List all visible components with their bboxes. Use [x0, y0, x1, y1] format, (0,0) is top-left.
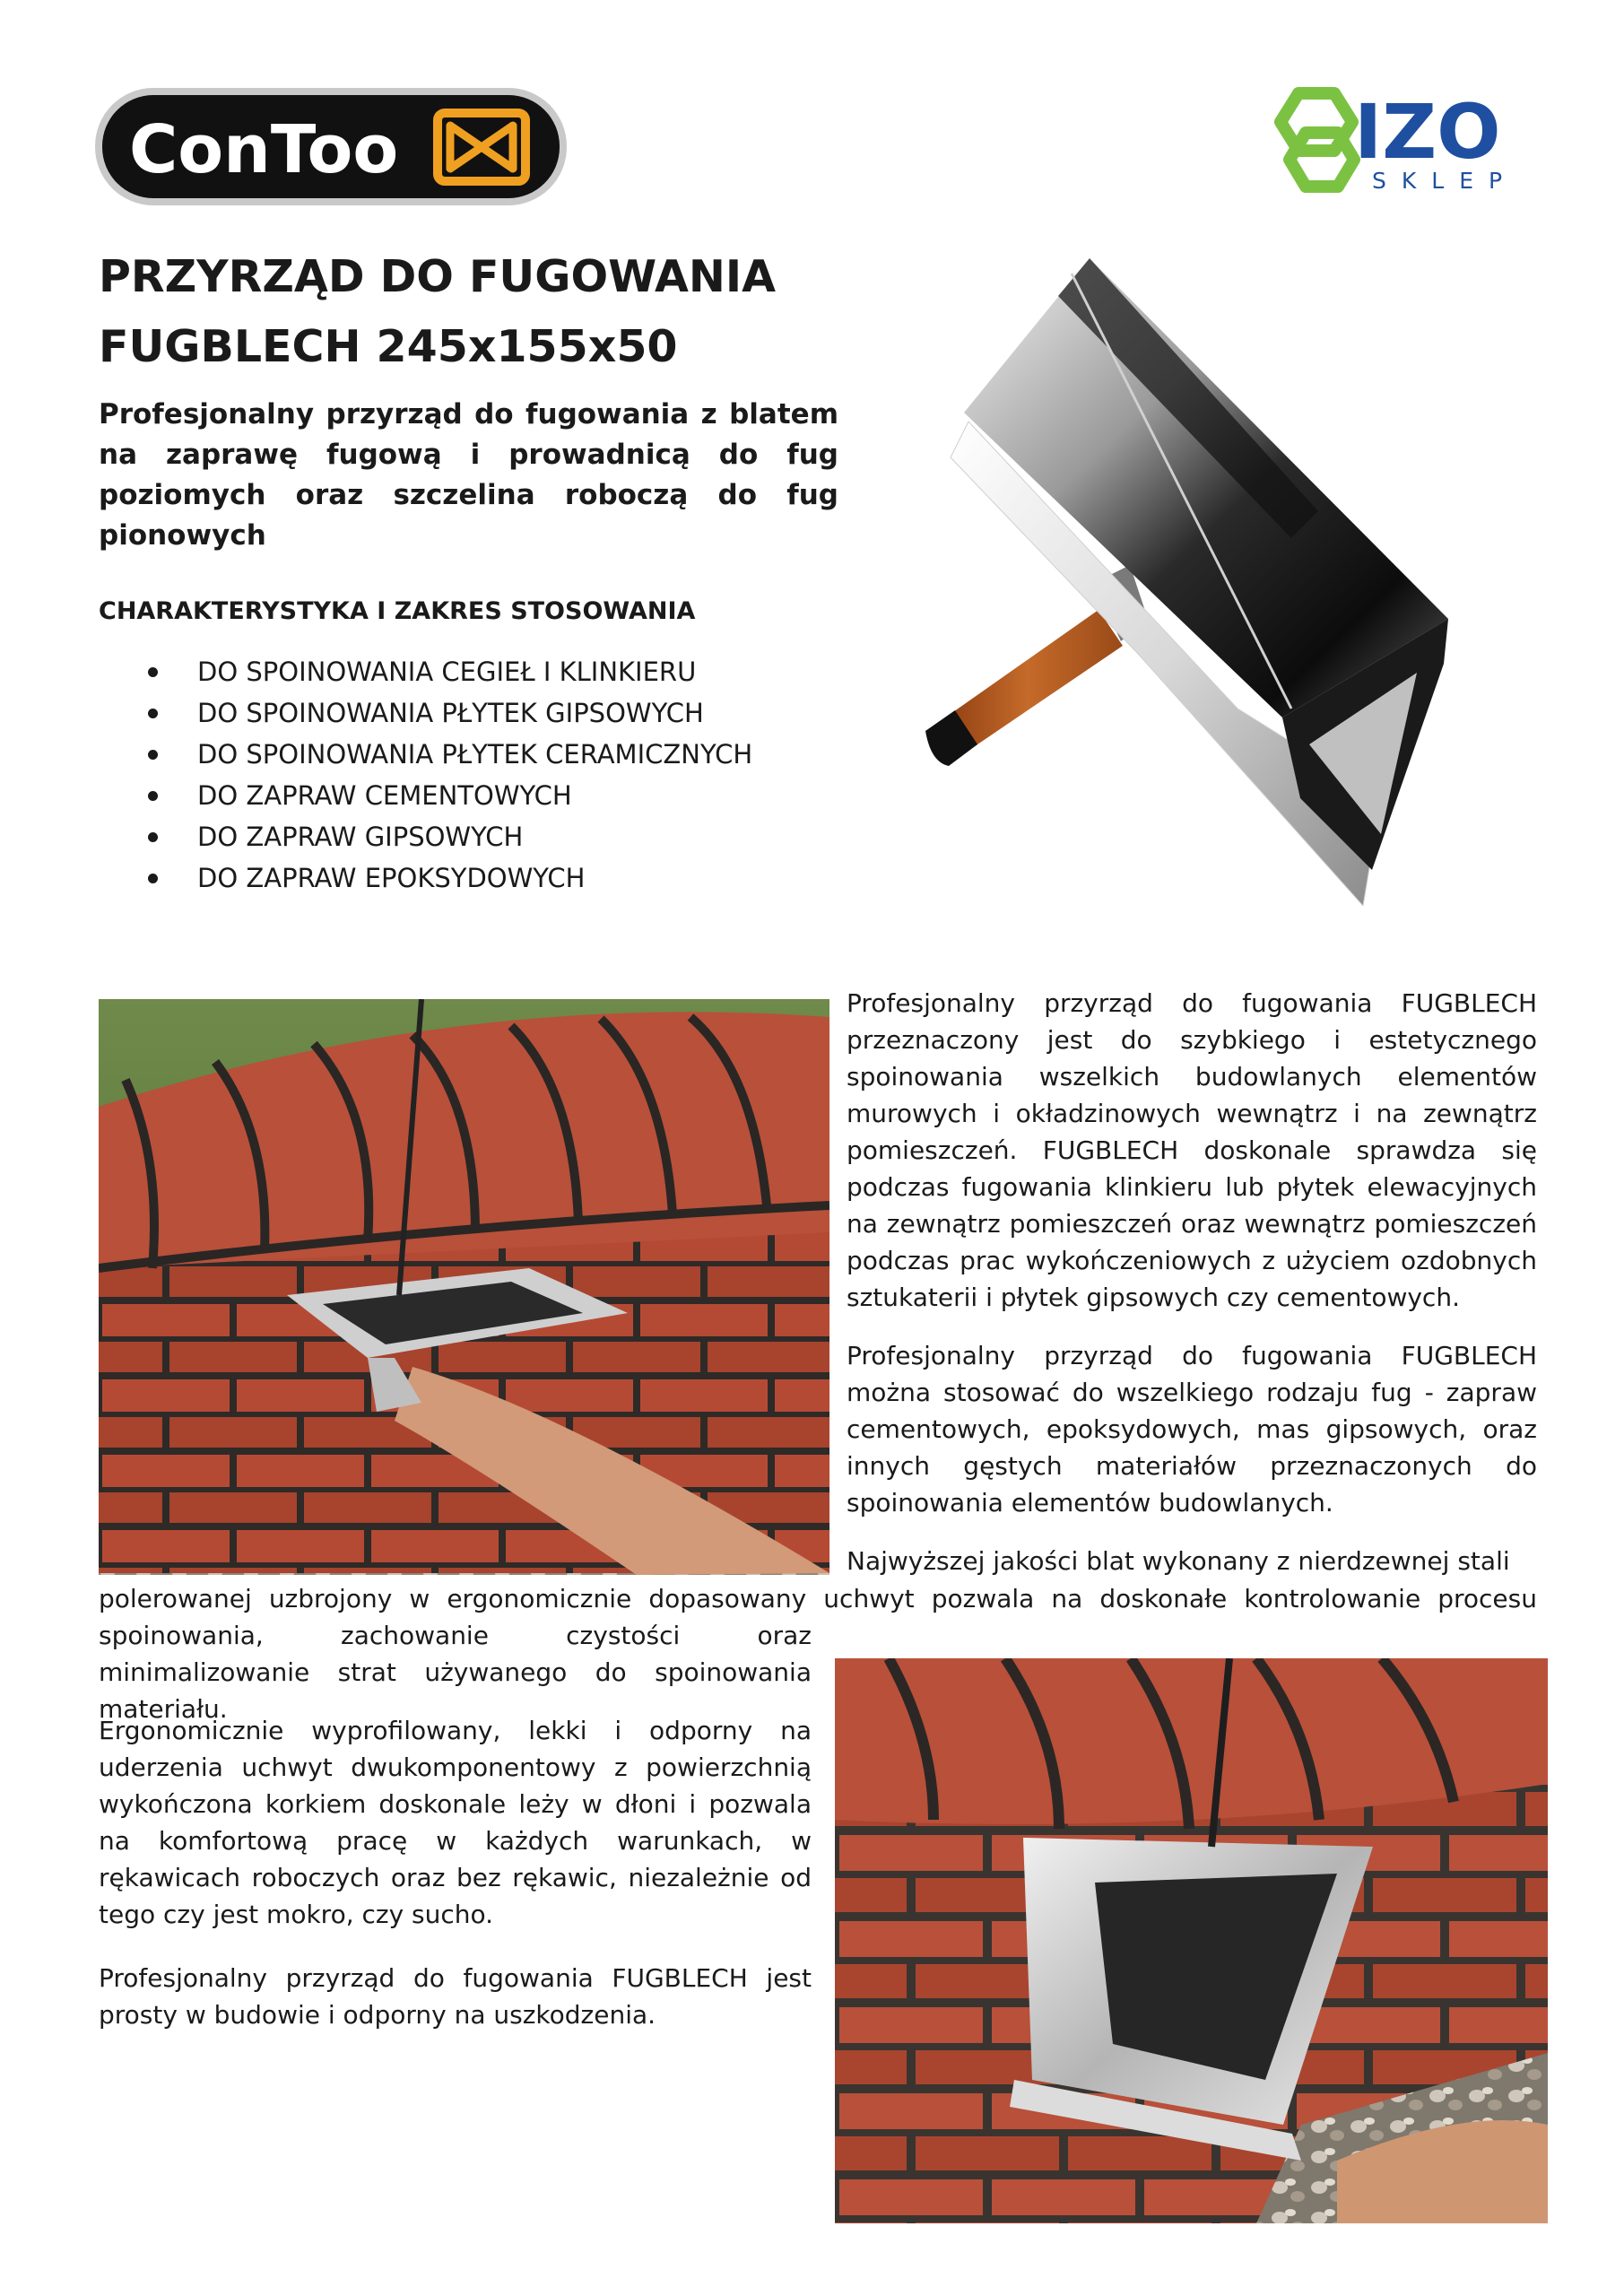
- list-item: DO SPOINOWANIA PŁYTEK GIPSOWYCH: [148, 692, 752, 734]
- description-paragraph-3-line1: Najwyższej jakości blat wykonany z nierdzewnej stali: [847, 1546, 1510, 1576]
- list-item: DO SPOINOWANIA CEGIEŁ I KLINKIERU: [148, 651, 752, 692]
- characteristics-list: [148, 651, 752, 899]
- description-paragraph-4: Ergonomicznie wyprofilowany, lekki i odporny na uderzenia uchwyt dwukomponentowy z powierzchnią wykończona korkiem doskonale leży w dłoni i pozwala na komfortową pracę w każdych warunkach, w rękawicach roboczych oraz bez rękawic, niezależnie od tego czy jest mokro, czy sucho.: [99, 1716, 812, 1929]
- list-item: DO SPOINOWANIA PŁYTEK CERAMICZNYCH: [148, 734, 752, 775]
- product-title-line2: FUGBLECH 245x155x50: [99, 321, 678, 372]
- product-title: [99, 242, 906, 382]
- description-paragraph-2: Profesjonalny przyrząd do fugowania FUGBLECH można stosować do wszelkiego rodzaju fug - zapraw cementowych, epoksydowych, mas gipsowych, oraz innych gęstych materiałów przeznaczonych do spoinowania elementów budowlanych.: [847, 1341, 1537, 1518]
- list-item: DO ZAPRAW CEMENTOWYCH: [148, 775, 752, 816]
- description-paragraph-5: Profesjonalny przyrząd do fugowania FUGBLECH jest prosty w budowie i odporny na uszkodzenia.: [99, 1963, 812, 2030]
- product-image-trowel: [915, 242, 1471, 906]
- product-title-line1: PRZYRZĄD DO FUGOWANIA: [99, 251, 777, 302]
- description-paragraph-1: Profesjonalny przyrząd do fugowania FUGBLECH przeznaczony jest do szybkiego i estetycznego spoinowania wszelkich budowlanych elementów murowych i okładzinowych wewnątrz i na zewnątrz pomieszczeń. FUGBLECH doskonale sprawdza się podczas fugowania klinkieru lub płytek elewacyjnych na zewnątrz pomieszczeń oraz wewnątrz pomieszczeń podczas prac wykończeniowych z użyciem ozdobnych sztukaterii i płytek gipsowych czy cementowych.: [847, 988, 1537, 1312]
- product-subtitle: Profesjonalny przyrząd do fugowania z blatem na zaprawę fugową i prowadnicą do fug poziomych oraz szczelina roboczą do fug pionowych: [99, 398, 838, 552]
- izo-subtitle: SKLEP: [1372, 168, 1518, 194]
- izo-wordmark: IZO: [1354, 88, 1501, 176]
- photo-trowel-closeup: [835, 1658, 1548, 2223]
- list-item: DO ZAPRAW GIPSOWYCH: [148, 816, 752, 857]
- description-paragraph-3-line2: polerowanej uzbrojony w ergonomicznie dopasowany uchwyt pozwala na doskonałe kontrolowanie procesu: [99, 1584, 1537, 1613]
- contoo-wordmark: ConToo: [129, 111, 399, 188]
- photo-brick-wall-application: [99, 999, 829, 1575]
- izo-sklep-logo: [1272, 84, 1536, 194]
- list-item: DO ZAPRAW EPOKSYDOWYCH: [148, 857, 752, 899]
- characteristics-heading: CHARAKTERYSTYKA I ZAKRES STOSOWANIA: [99, 597, 696, 625]
- description-paragraph-3-rest: spoinowania, zachowanie czystości oraz minimalizowanie strat używanego do spoinowania materiału.: [99, 1621, 812, 1724]
- contoo-logo: [93, 86, 569, 207]
- izo-hex-icon: [1281, 93, 1354, 187]
